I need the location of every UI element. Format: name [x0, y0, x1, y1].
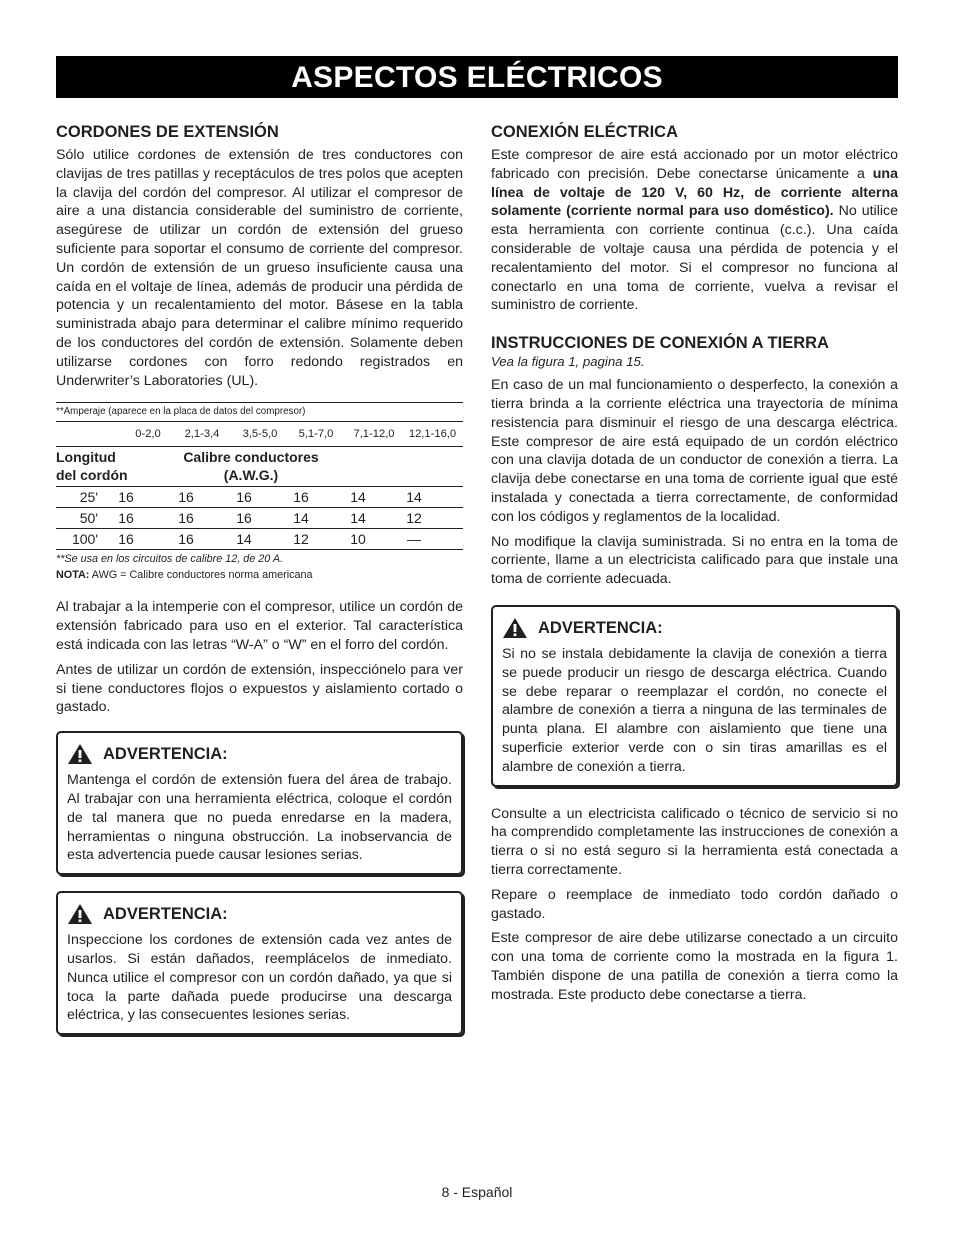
warning-title: ADVERTENCIA:: [67, 743, 452, 765]
warning-triangle-icon: [67, 903, 93, 925]
amperage-note: **Amperaje (aparece en la placa de datos del compresor): [56, 403, 463, 422]
table-header: [56, 447, 463, 487]
page-footer: 8 - Español: [441, 1184, 513, 1200]
amp-range: 0-2,0: [135, 428, 161, 441]
warning-text: Si no se instala debidamente la clavija de conexión a tierra se puede producir un riesgo de descarga eléctrica. Cuando se debe reparar o reemplazar el cordón, no conecte el alambre de conexión a tierra a ninguna de las terminales de punta plana. El alambre con aislamiento que tiene una superficie exterior verde con o sin tiras amarillas es el alambre de conexión a tierra.: [502, 645, 887, 775]
table-nota: NOTA: AWG = Calibre conductores norma americana: [56, 569, 313, 582]
amp-range: 3,5-5,0: [242, 428, 278, 441]
warning-triangle-icon: [67, 743, 93, 765]
amp-range: 12,1-16,0: [408, 428, 457, 441]
warning-title: ADVERTENCIA:: [67, 903, 452, 925]
figure-reference: Vea la figura 1, pagina 15.: [491, 354, 645, 370]
circuit-paragraph: Este compresor de aire debe utilizarse conectado a un circuito con una toma de corriente como la mostrada en la figura 1. También dispone de una patilla de conexión a tierra como la mostrada. Este producto debe conectarse a tierra.: [491, 930, 898, 1003]
grounding-heading: INSTRUCCIONES DE CONEXIÓN A TIERRA: [491, 334, 829, 353]
consult-paragraph: Consulte a un electricista calificado o técnico de servicio si no ha comprendido completamente las instrucciones de conexión a tierra o si no está seguro si la herramienta está conectada a tierra correctamente.: [491, 805, 898, 878]
warning-triangle-icon: [502, 617, 528, 639]
extension-cords-intro: Sólo utilice cordones de extensión de tres conductores con clavijas de tres patillas y receptáculos de tres polos que acepten la clavija del cordón del compresor. Al utilizar el compresor de aire a una distancia considerable del suministro de corriente, asegúrese de utilizar un cordón de extensión del grueso suficiente para soportar el consumo de corriente del compresor. Un cordón de extensión de un grueso insuficiente causa una caída en el voltaje de línea, además de producir una pérdida de potencia y un recalentamiento del motor. Básese en la tabla suministrada abajo para determinar el calibre mínimo requerido de los conductores del cordón de extensión. Solamente deben utilizarse cordones con forro redondo registrados en Underwriter’s Laboratories (UL).: [56, 147, 463, 389]
gauge-header: Calibre conductores (A.W.G.): [183, 449, 319, 484]
amp-range: 2,1-3,4: [184, 428, 220, 441]
electrical-connection-paragraph: Este compresor de aire está accionado por un motor eléctrico fabricado con precisión. Debe conectarse únicamente a una línea de voltaje de 120 V, 60 Hz, de corriente alterna solamente (corriente normal para uso doméstico). No utilice esta herramienta con corriente continua (c.c.). Una caída considerable de voltaje causa una pérdida de potencia y el recalentamiento del motor. Si el compresor no funciona al conectarlo en una toma de corriente, vuelva a revisar el suministro de corriente.: [491, 147, 898, 314]
warning-text: Mantenga el cordón de extensión fuera del área de trabajo. Al trabajar con una herramienta eléctrica, coloque el cordón de tal manera que no pueda enredarse en la madera, herramientas o ninguna obstrucción. La inobservancia de esta advertencia puede causar lesiones serias.: [67, 772, 452, 864]
grounding-paragraph: En caso de un mal funcionamiento o desperfecto, la conexión a tierra brinda a la corriente eléctrica una trayectoria de mínima resistencia para disminuir el riesgo de una descarga eléctrica. Este compresor de aire está equipado de un cordón eléctrico con una clavija dotada de un conductor de conexión a tierra. La clavija debe conectarse en una toma de corriente igual que esté instalada y conectada a tierra correctamente, de conformidad con los códigos y reglamentos de la localidad.: [491, 377, 898, 525]
electrical-connection-heading: CONEXIÓN ELÉCTRICA: [491, 123, 679, 141]
warning-box: [56, 731, 463, 875]
warning-box: [56, 891, 463, 1035]
extension-cords-heading: CORDONES DE EXTENSIÓN: [56, 123, 279, 141]
right-column: [491, 122, 898, 1010]
table-row: 50' 16 16 16 14 14 12: [56, 508, 463, 529]
inspect-paragraph: Antes de utilizar un cordón de extensión, inspecciónelo para ver si tiene conductores flojos o expuestos y aislamiento cortado o gastado.: [56, 661, 463, 716]
repair-paragraph: Repare o reemplace de inmediato todo cordón dañado o gastado.: [491, 886, 898, 922]
length-header: Longitud del cordón: [56, 449, 128, 484]
table-row: 100' 16 16 14 12 10 —: [56, 529, 463, 550]
warning-box: [491, 605, 898, 787]
amperage-row: [56, 422, 463, 447]
gauge-table: [56, 402, 463, 582]
table-footnote: **Se usa en los circuitos de calibre 12, de 20 A.: [56, 553, 284, 566]
warning-title: ADVERTENCIA:: [502, 617, 887, 639]
page-title: ASPECTOS ELÉCTRICOS: [56, 56, 898, 98]
plug-paragraph: No modifique la clavija suministrada. Si no entra en la toma de corriente, llame a un electricista calificado para que instale una toma de corriente adecuada.: [491, 533, 898, 588]
left-column: [56, 122, 463, 1035]
table-row: 25' 16 16 16 16 14 14: [56, 487, 463, 508]
amp-range: 7,1-12,0: [353, 428, 395, 441]
warning-text: Inspeccione los cordones de extensión cada vez antes de usarlos. Si están dañados, reemplácelos de inmediato. Nunca utilice el compresor con un cordón dañado, ya que si toca la parte dañada puede producirse una descarga eléctrica, y las consecuentes lesiones serias.: [67, 932, 452, 1024]
outdoor-paragraph: Al trabajar a la intemperie con el compresor, utilice un cordón de extensión fabricado para uso en el exterior. Tal característica está indicada con las letras “W-A” o “W” en el forro del cordón.: [56, 599, 463, 653]
amp-range: 5,1-7,0: [298, 428, 334, 441]
